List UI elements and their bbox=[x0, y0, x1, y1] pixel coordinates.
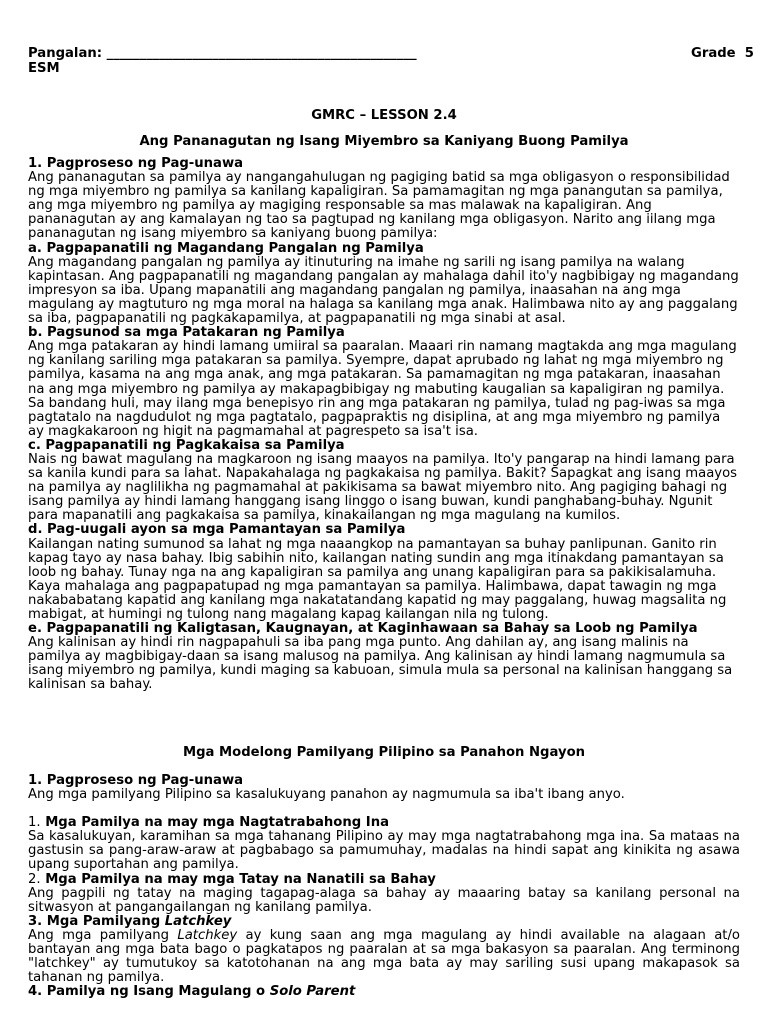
part1-heading: 1. Pagproseso ng Pag-unawa bbox=[28, 156, 244, 171]
model-3-heading bbox=[28, 915, 740, 929]
model-1-body: Sa kasalukuyan, karamihan sa mga tahanang Pilipino ay may mga nagtatrabahong mga ina. Sa mataas na gastusin sa pang-araw-araw at pagbabago sa pamumuhay, madalas na hindi sapat ang kinikita ng asawa upang suportahan ang pamilya. bbox=[28, 829, 740, 873]
model-2-num: 2. bbox=[28, 871, 41, 887]
model-2-title: Mga Pamilya na may mga Tatay na Nanatili sa Bahay bbox=[45, 871, 436, 887]
section-c-heading: c. Pagpapanatili ng Pagkakaisa sa Pamilya bbox=[28, 437, 345, 453]
main-title: Ang Pananagutan ng Isang Miyembro sa Kaniyang Buong Pamilya bbox=[139, 134, 629, 149]
model-3-title: Mga Pamilyang bbox=[46, 913, 161, 929]
model-3-title-italic: Latchkey bbox=[164, 913, 232, 929]
model-3-body-italic: Latchkey bbox=[177, 927, 238, 943]
section-e-heading: e. Pagpapanatili ng Kaligtasan, Kaugnayan, at Kaginhawaan sa Bahay sa Loob ng Pamilya bbox=[28, 621, 698, 637]
model-3-body-start: Ang mga pamilyang bbox=[28, 927, 169, 943]
model-1-num: 1. bbox=[28, 815, 41, 831]
name-line bbox=[28, 47, 417, 61]
section-e-body: Ang kalinisan ay hindi rin nagpapahuli sa iba pang mga punto. Ang dahilan ay, ang isang malinis na pamilya ay magbibigay-daan sa isang malusog na pamilya. Ang kalinisan ay hindi lamang nagmumula sa isang miyembro ng pamilya, kundi maging sa kabuoan, simula mula sa personal na kalinisan hanggang sa kalinisan sa bahay. bbox=[28, 635, 733, 693]
model-3-body-rest: ay kung saan ang mga magulang ay hindi available na alagaan at/o bantayan ang mga bata bago o pagkatapos ng paaralan at sa mga bakasyon sa paaralan. Ang terminong "latchkey" ay tumutukoy sa katotohanan na ang mga bata ay may sariling susi upang makapasok sa tahanan ng pamilya. bbox=[28, 927, 740, 986]
part2-intro: Ang mga pamilyang Pilipino sa kasalukuyang panahon ay nagmumula sa iba't ibang anyo. bbox=[28, 787, 625, 803]
part2-title: Mga Modelong Pamilyang Pilipino sa Panahon Ngayon bbox=[182, 745, 586, 760]
section-a-body: Ang magandang pangalan ng pamilya ay itinuturing na imahe ng sarili ng isang pamilya na walang kapintasan. Ang pagpapanatili ng magandang pangalan ay mahalaga dahil ito'y nagbibigay ng magandang impresyon sa iba. Upang mapanatili ang magandang pangalan ng pamilya, inaasahan na ang mga magulang ay magtuturo ng mga moral na halaga sa kanilang mga anak. Halimbawa nito ay ang paggalang sa iba, pagpapanatili ng pagkakapamilya, at pagpapanatili ng mga sinabi at asal. bbox=[28, 254, 739, 327]
part1-intro: Ang pananagutan sa pamilya ay nangangahulugan ng pagiging batid sa mga obligasyon o responsibilidad ng mga miyembro ng pamilya sa kanilang kapaligiran. Sa pamamagitan ng mga panangutan sa pamilya, ang mga miyembro ng pamilya ay magiging responsable sa mas malawak na kapaligiran. Ang pananagutan ay ang kamalayan ng tao sa pagtupad ng kanilang mga obligasyon. Narito ang iilang mga pananagutan ng isang miyembro sa kaniyang buong pamilya: bbox=[28, 170, 730, 242]
name-blank: _______________________________________________ bbox=[106, 46, 417, 61]
model-4-title-italic: Solo Parent bbox=[269, 984, 356, 1000]
model-4-num: 4. bbox=[28, 984, 43, 1000]
section-d-body: Kailangan nating sumunod sa lahat ng mga naaangkop na pamantayan sa buhay panlipunan. Ganito rin kapag tayo ay nasa bahay. Ibig sabihin nito, kailangan nating sundin ang mga itinakdang pamantayan sa loob ng bahay. Tunay nga na ang kapaligiran sa pamilya ang unang kapaligiran para sa pakikisalamuha. Kaya mahalaga ang pagpapatupad ng mga pamantayan sa pamilya. Halimbawa, dapat tawagin ng mga nakababatang kapatid ang kanilang mga nakatatandang kapatid ng may paggalang, huwag magsalita ng mabigat, at humingi ng tulong nang magalang kapag kailangan nila ng tulong. bbox=[28, 536, 727, 622]
model-2-body: Ang pagpili ng tatay na maging tagapag-alaga sa bahay ay maaaring batay sa kanilang personal na sitwasyon at pangangailangan ng kanilang pamilya. bbox=[28, 885, 740, 915]
subject-label: ESM bbox=[28, 61, 60, 76]
section-a-heading: a. Pagpapanatili ng Magandang Pangalan ng Pamilya bbox=[28, 240, 424, 256]
part2-heading: 1. Pagproseso ng Pag-unawa bbox=[28, 773, 244, 788]
model-2-heading bbox=[28, 873, 740, 887]
model-3-num: 3. bbox=[28, 913, 43, 929]
model-4-heading bbox=[28, 985, 740, 999]
lesson-title: GMRC – LESSON 2.4 bbox=[311, 108, 457, 123]
model-1-title: Mga Pamilya na may mga Nagtatrabahong Ina bbox=[45, 815, 389, 831]
name-label: Pangalan: bbox=[28, 46, 103, 61]
model-1-heading bbox=[28, 816, 740, 830]
model-4-title: Pamilya ng Isang Magulang o bbox=[46, 984, 266, 1000]
section-c-body: Nais ng bawat magulang na magkaroon ng isang maayos na pamilya. Ito'y pangarap na hindi lamang para sa kanila kundi para sa lahat. Napakahalaga ng pagkakaisa ng pamilya. Bakit? Sapagkat ang isang maayos na pamilya ay naglilikha ng pagmamahal at pakikisama sa bawat miyembro nito. Ang pagiging bahagi ng isang pamilya ay hindi lamang hanggang isang linggo o isang buwan, kundi panghabang-buhay. Ngunit para mapanatili ang pagkakaisa sa pamilya, kinakailangan ng mga magulang na kumilos. bbox=[28, 451, 738, 524]
part2-content bbox=[28, 774, 740, 999]
section-d-heading: d. Pag-uugali ayon sa mga Pamantayan sa Pamilya bbox=[28, 522, 406, 538]
grade-label: Grade 5 bbox=[691, 46, 754, 61]
section-b-body: Ang mga patakaran ay hindi lamang umiiral sa paaralan. Maaari rin namang magtakda ang mga magulang ng kanilang sariling mga patakaran sa pamilya. Syempre, dapat aprubado ng lahat ng mga miyembro ng pamilya, kasama na ang mga anak, ang mga patakaran. Sa pamamagitan ng mga patakaran, inaasahan na ang mga miyembro ng pamilya ay makapagbibigay ng mabuting kaugalian sa kapaligiran ng pamilya. Sa bandang huli, may ilang mga benepisyo rin ang mga patakaran ng pamilya, tulad ng pag-iwas sa mga pagtatalo na nagdudulot ng mga pagtatalo, pagpapraktis ng disiplina, at ang mga miyembro ng pamilya ay magkakaroon ng higit na pagmamahal at pagrespeto sa isa't isa. bbox=[28, 339, 737, 439]
part1-content bbox=[28, 157, 740, 693]
section-b-heading: b. Pagsunod sa mga Patakaran ng Pamilya bbox=[28, 325, 345, 341]
model-3-body bbox=[28, 929, 740, 985]
